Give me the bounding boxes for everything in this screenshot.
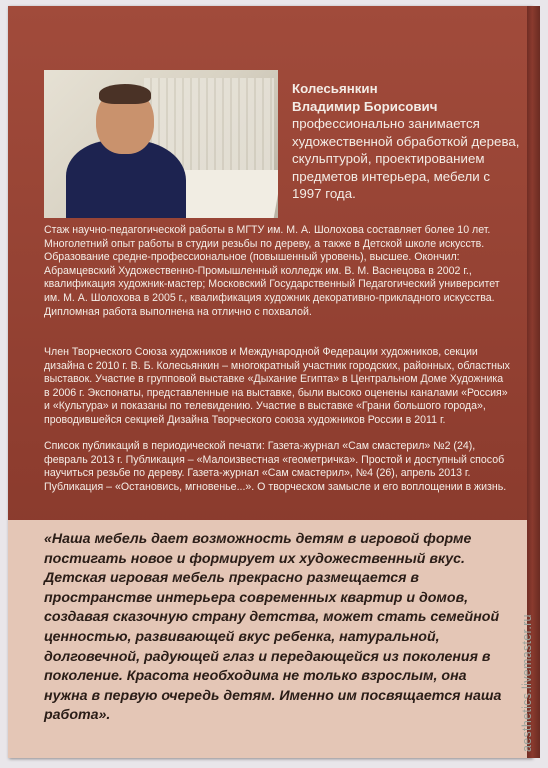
author-block — [292, 80, 520, 203]
author-photo — [44, 70, 278, 218]
bio-paragraph: Член Творческого Союза художников и Международной Федерации художников, секции дизайна с 2010 г. В. Б. Колесьянкин – многократный участник городских, районных, областных выставок. Участие в групповой выставке «Дыхание Египта» в Центральном Доме Художника в 2006 г. Экспонаты, представленные на выставке, были высоко оценены каналами «Россия» и «Культура» и показаны по телевидению. Участие в выставке «Грани большого города», проводившейся секцией Дизайна Творческого союза художников России в 2011 г. — [44, 346, 510, 426]
watermark: aesthetics.livemaster.ru — [520, 614, 534, 752]
bio-paragraph: Стаж научно-педагогической работы в МГТУ им. М. А. Шолохова составляет более 10 лет. Многолетний опыт работы в студии резьбы по дереву, а также в Детской школе искусств. Образование средне-профессиональное (повышенный уровень), высшее. Окончил: Абрамцевский Художественно-Промышленный колледж им. В. М. Васнецова в 2002 г., квалификация художник-мастер; Московский Государственный Педагогический университет им. М. А. Шолохова в 2005 г., квалификация художник декоративно-прикладного искусства. Дипломная работа выполнена на отлично с похвалой. — [44, 224, 500, 318]
bio-membership — [44, 346, 510, 428]
quote-text: «Наша мебель дает возможность детям в игровой форме постигать новое и формирует их художественный вкус. Детская игровая мебель прекрасно размещается в пространстве интерьера современных квартир и домов, создавая сказочную страну детства, может стать семейной ценностью, развивающей вкус ребенка, натуральной, долговечной, радующей глаз и передающейся из поколения в поколение. Красота необходима не только взрослым, она нужна в первую очередь детям. Именно им посвящается наша работа». — [44, 531, 502, 724]
bio-publications — [44, 440, 510, 494]
bio-education — [44, 224, 510, 319]
bio-paragraph: Список публикаций в периодической печати: Газета-журнал «Сам смастерил» №2 (24), февраль 2013 г. Публикация – «Малоизвестная «геометричка». Простой и доступный способ научиться резьбе по дереву. Газета-журнал «Сам смастерил», №4 (26), апрель 2013 г. Публикация – «Остановись, мгновенье...». О творческом замысле и его воплощении в жизнь. — [44, 440, 507, 493]
author-name: Владимир Борисович — [292, 98, 438, 114]
photo-author-hair — [99, 84, 151, 104]
author-description: профессионально занимается художественной обработкой дерева, скульптурой, проектированием предметов интерьера, мебели с 1997 года. — [292, 116, 520, 201]
author-surname: Колесьянкин — [292, 81, 378, 96]
